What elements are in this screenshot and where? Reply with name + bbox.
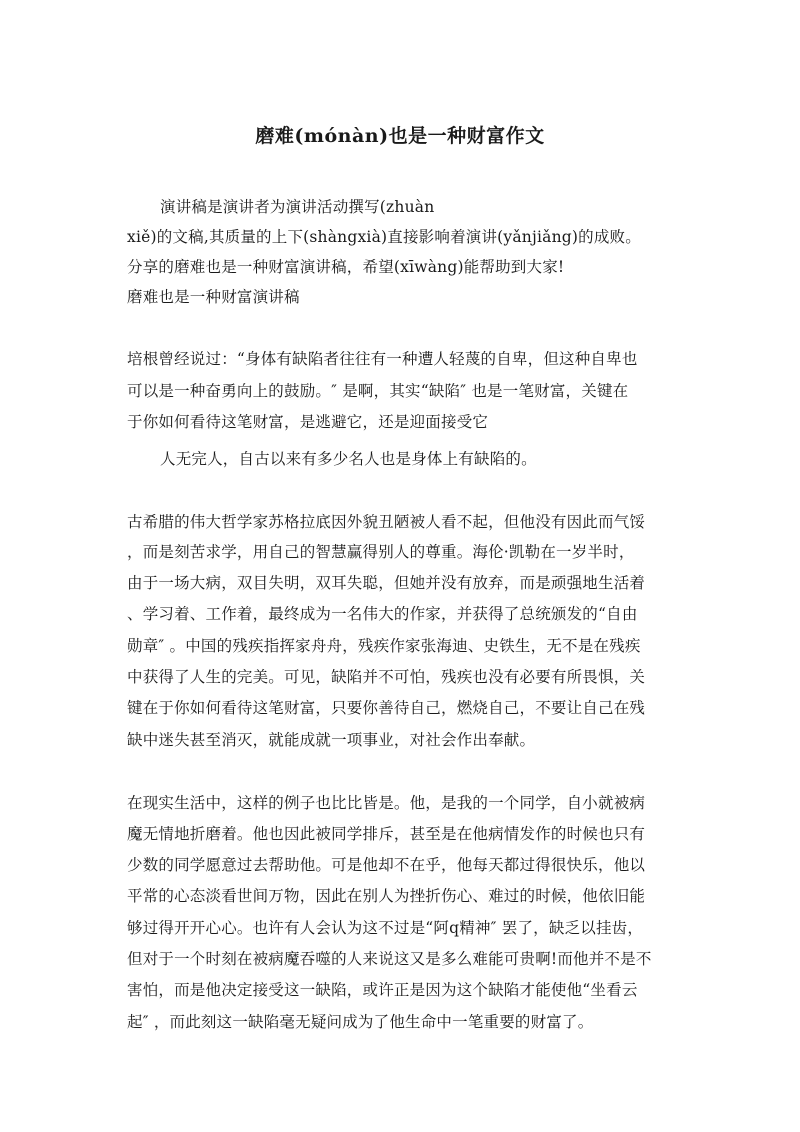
text-line: 可以是一种奋勇向上的鼓励。″ 是啊，其实“缺陷″ 也是一笔财富，关键在 — [127, 382, 629, 400]
text-line: 害怕，而是他决定接受这一缺陷，或许正是因为这个缺陷才能使他“坐看云 — [127, 981, 638, 999]
text-line: 培根曾经说过：“身体有缺陷者往往有一种遭人轻蔑的自卑，但这种自卑也 — [127, 350, 638, 368]
text-line: 够过得开开心心。也许有人会认为这不过是“阿q精神″ 罢了，缺乏以挂齿， — [127, 919, 644, 937]
text-line: 起″ ，而此刻这一缺陷毫无疑问成为了他生命中一笔重要的财富了。 — [127, 1013, 594, 1031]
text-line: 平常的心态淡看世间万物，因此在别人为挫折伤心、难过的时候，他依旧能 — [127, 887, 646, 905]
text-line: 少数的同学愿意过去帮助他。可是他却不在乎，他每天都过得很快乐，他以 — [127, 856, 646, 874]
text-line: 缺中迷失甚至消灭，就能成就一项事业，对社会作出奉献。 — [127, 731, 536, 749]
text-line: 演讲稿是演讲者为演讲活动撰写(zhuàn — [160, 198, 435, 216]
text-line: ，而是刻苦求学，用自己的智慧赢得别人的尊重。海伦·凯勒在一岁半时， — [127, 543, 635, 561]
text-line: 古希腊的伟大哲学家苏格拉底因外貌丑陋被人看不起，但他没有因此而气馁 — [127, 513, 646, 531]
text-line: 由于一场大病，双目失明，双耳失聪，但她并没有放弃，而是顽强地生活着 — [127, 574, 646, 592]
document-title: 磨难(mónàn)也是一种财富作文 — [255, 125, 545, 147]
text-line: 、学习着、工作着，最终成为一名伟大的作家，并获得了总统颁发的“自由 — [127, 605, 638, 623]
text-line: 分享的磨难也是一种财富演讲稿，希望(xīwàng)能帮助到大家! — [127, 258, 565, 276]
text-line: 键在于你如何看待这笔财富，只要你善待自己，燃烧自己，不要让自己在残 — [127, 699, 646, 717]
text-line: 勋章″ 。中国的残疾指挥家舟舟，残疾作家张海迪、史铁生，无不是在残疾 — [127, 637, 641, 655]
text-line: 但对于一个时刻在被病魔吞噬的人来说这又是多么难能可贵啊!而他并不是不 — [127, 950, 652, 968]
text-line: 于你如何看待这笔财富，是逃避它，还是迎面接受它 — [127, 413, 489, 431]
text-line: 魔无情地折磨着。他也因此被同学排斥，甚至是在他病情发作的时候也只有 — [127, 825, 646, 843]
text-line: 在现实生活中，这样的例子也比比皆是。他，是我的一个同学，自小就被病 — [127, 794, 646, 812]
text-line: 人无完人，自古以来有多少名人也是身体上有缺陷的。 — [160, 450, 537, 468]
text-line: 磨难也是一种财富演讲稿 — [127, 288, 300, 306]
text-line: xiě)的文稿,其质量的上下(shàngxià)直接影响着演讲(yǎnjiǎng)的成败。 — [127, 228, 641, 246]
text-line: 中获得了人生的完美。可见，缺陷并不可怕，残疾也没有必要有所畏惧，关 — [127, 668, 646, 686]
